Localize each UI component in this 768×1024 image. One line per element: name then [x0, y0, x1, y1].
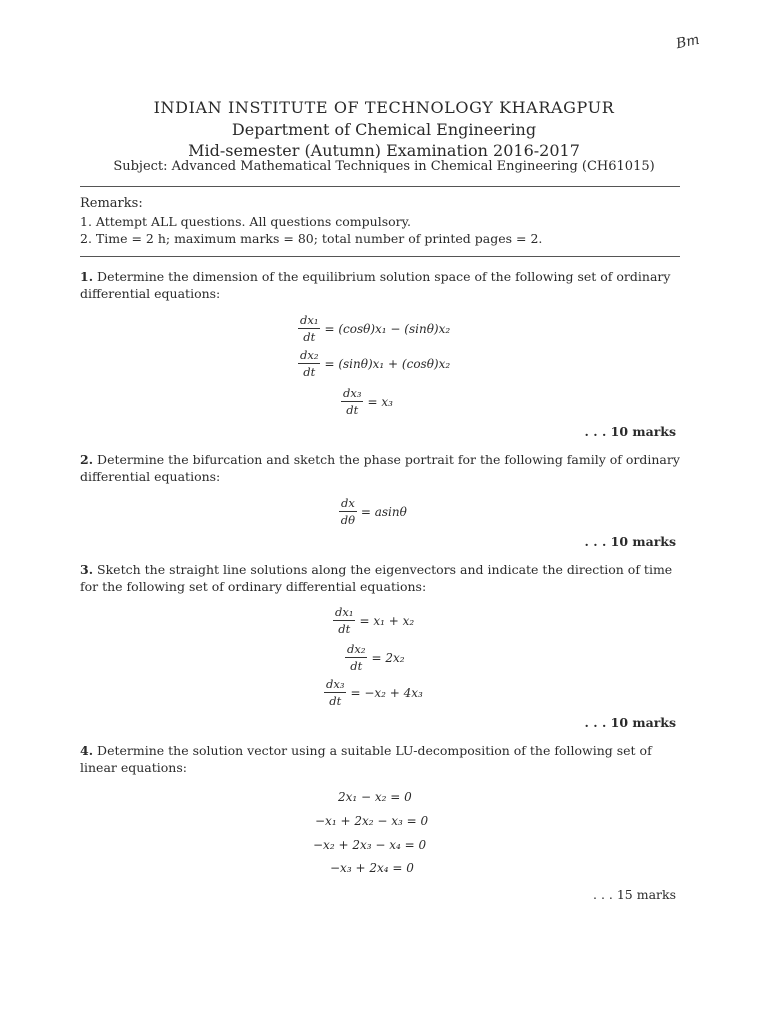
eq-numerator: dx₁: [335, 605, 354, 619]
institute-name: INDIAN INSTITUTE OF TECHNOLOGY KHARAGPUR: [153, 98, 615, 117]
equation: [333, 605, 414, 636]
question-4: [80, 742, 680, 776]
eq-denominator: dt: [303, 330, 316, 344]
question-text: Determine the bifurcation and sketch the phase portrait for the following family of ordinary differential equations:: [80, 452, 680, 484]
remark-item: 1. Attempt ALL questions. All questions compulsory.: [80, 214, 411, 229]
question-number: 4.: [80, 743, 94, 758]
question-text: Determine the dimension of the equilibrium solution space of the following set of ordinary differential equations:: [80, 269, 671, 301]
marks-label: . . . 10 marks: [584, 715, 676, 730]
eq-numerator: dx₂: [347, 642, 366, 656]
eq-numerator: dx₁: [300, 313, 319, 327]
question-text: Determine the solution vector using a suitable LU-decomposition of the following set of linear equations:: [80, 743, 652, 775]
eq-rhs: = x₃: [367, 394, 393, 409]
linear-equation: −x₂ + 2x₃ − x₄ = 0: [313, 838, 427, 852]
marks-label: . . . 10 marks: [584, 534, 676, 549]
eq-denominator: dθ: [340, 513, 356, 527]
question-number: 3.: [80, 562, 94, 577]
equation: [345, 642, 405, 673]
eq-denominator: dt: [329, 694, 342, 708]
question-2: [80, 451, 680, 485]
question-text: Sketch the straight line solutions along the eigenvectors and indicate the direction of time for the following set of ordinary differential equations:: [80, 562, 673, 594]
subject-line: Subject: Advanced Mathematical Techniques in Chemical Engineering (CH61015): [113, 159, 655, 174]
linear-equation: −x₃ + 2x₄ = 0: [330, 861, 414, 875]
question-1: [80, 268, 680, 302]
equation: [298, 348, 450, 379]
eq-denominator: dt: [338, 622, 351, 636]
divider: [80, 186, 680, 187]
eq-denominator: dt: [303, 365, 316, 379]
eq-rhs: = (sinθ)x₁ + (cosθ)x₂: [324, 356, 451, 371]
question-number: 2.: [80, 452, 94, 467]
eq-rhs: = −x₂ + 4x₃: [350, 685, 423, 700]
divider: [80, 256, 680, 257]
remark-item: 2. Time = 2 h; maximum marks = 80; total number of printed pages = 2.: [80, 231, 543, 246]
exam-title: Mid-semester (Autumn) Examination 2016-2017: [188, 141, 580, 160]
equation: [324, 677, 423, 708]
eq-rhs: = asinθ: [360, 504, 407, 519]
equation: [341, 386, 393, 417]
equation: [298, 313, 450, 344]
department-name: Department of Chemical Engineering: [231, 120, 537, 139]
marks-label: . . . 10 marks: [584, 424, 676, 439]
equation: [339, 496, 407, 527]
eq-denominator: dt: [350, 659, 363, 673]
eq-numerator: dx₂: [300, 348, 319, 362]
eq-rhs: = x₁ + x₂: [359, 613, 415, 628]
eq-denominator: dt: [346, 403, 359, 417]
remarks-title: Remarks:: [80, 196, 143, 211]
eq-numerator: dx: [341, 496, 355, 510]
eq-numerator: dx₃: [326, 677, 345, 691]
eq-rhs: = 2x₂: [371, 650, 405, 665]
question-number: 1.: [80, 269, 94, 284]
linear-equation: 2x₁ − x₂ = 0: [338, 790, 412, 804]
linear-equation: −x₁ + 2x₂ − x₃ = 0: [315, 814, 429, 828]
eq-numerator: dx₃: [343, 386, 362, 400]
handwritten-note: Bm: [674, 31, 701, 53]
eq-rhs: = (cosθ)x₁ − (sinθ)x₂: [324, 321, 451, 336]
question-3: [80, 561, 680, 595]
marks-label: . . . 15 marks: [593, 887, 676, 902]
